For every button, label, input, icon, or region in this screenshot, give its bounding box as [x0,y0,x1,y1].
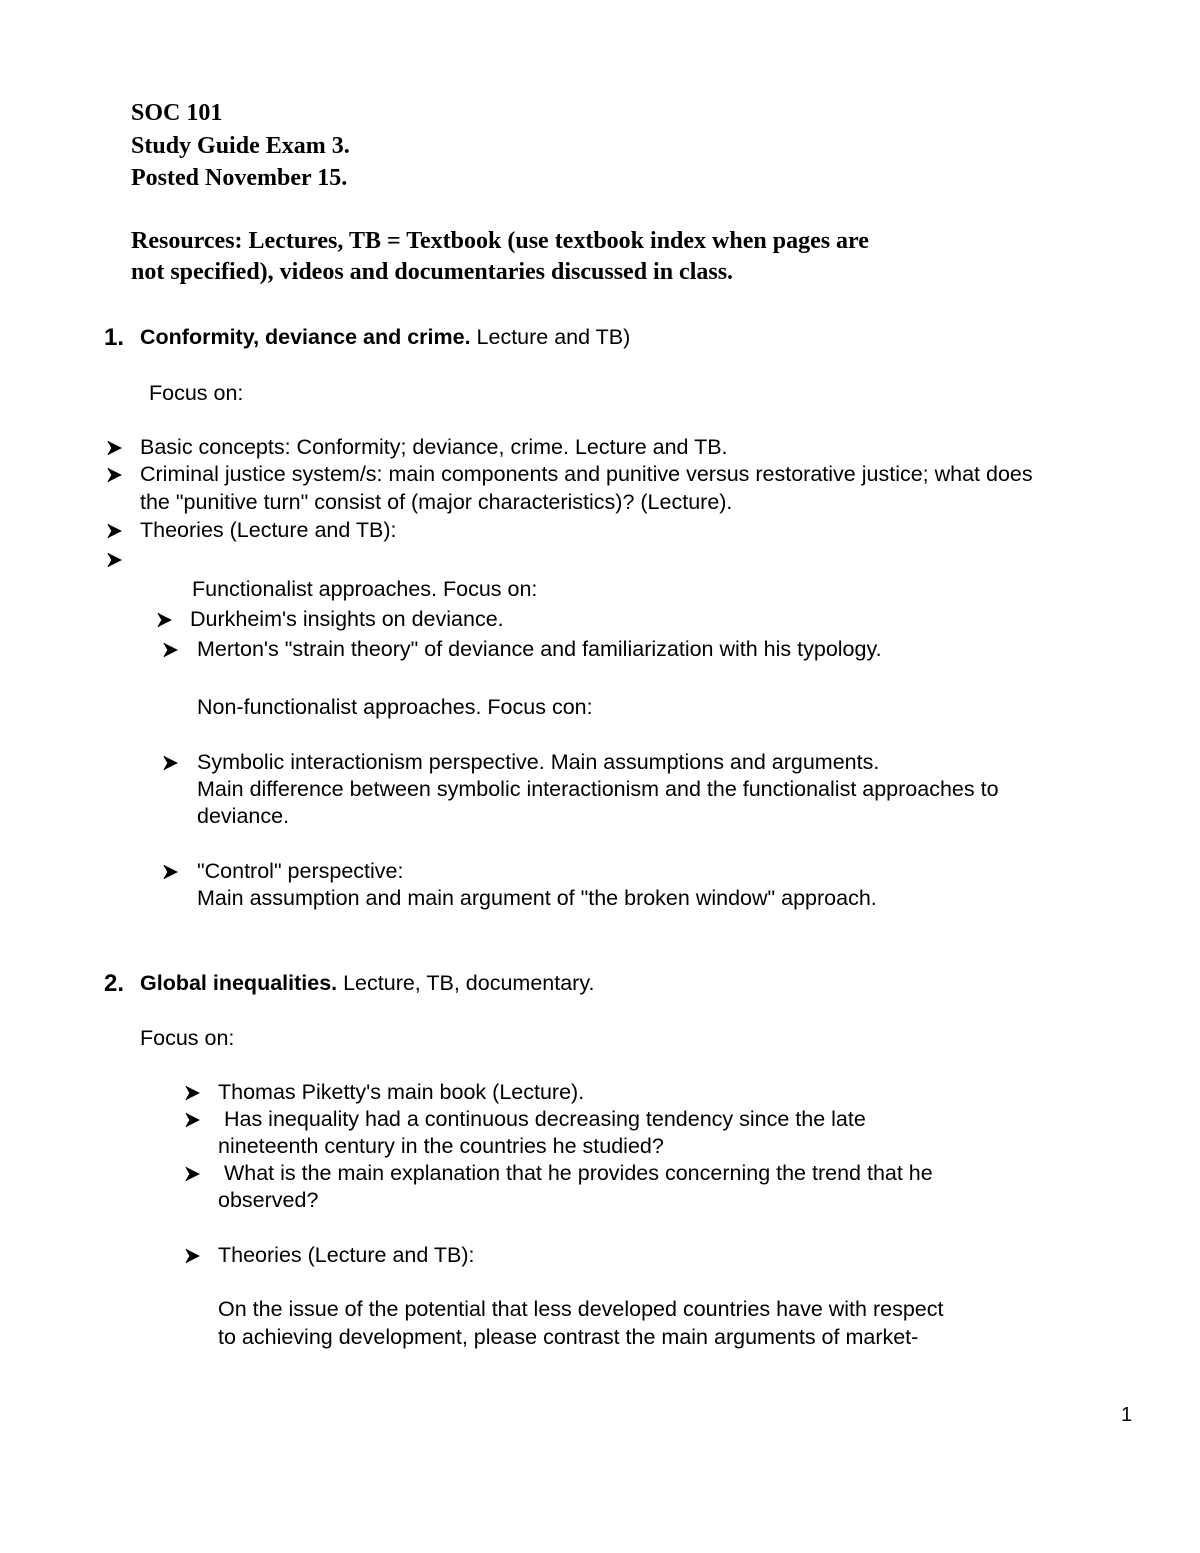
bullet-control-line-2: Main assumption and main argument of "the broken window" approach. [197,886,877,910]
bullet-durkheim: Durkheim's insights on deviance. [190,607,504,631]
bullet-theories-2: Theories (Lecture and TB): [218,1243,475,1267]
arrowhead-bullet-icon [163,755,179,771]
page-number: 1 [1121,1404,1133,1426]
bullet-criminal-justice-line-2: the "punitive turn" consist of (major characteristics)? (Lecture). [140,490,733,514]
section-1-heading-bold: Conformity, deviance and crime. [140,325,471,349]
bullet-piketty-book: Thomas Piketty's main book (Lecture). [218,1080,585,1104]
development-paragraph-line-1: On the issue of the potential that less developed countries have with respect [218,1297,944,1321]
posted-date: Posted November 15. [131,165,348,191]
functionalist-heading: Functionalist approaches. Focus on: [192,577,538,601]
document-title: Study Guide Exam 3. [131,133,350,159]
section-2-heading-rest: Lecture, TB, documentary. [337,971,595,995]
bullet-basic-concepts: Basic concepts: Conformity; deviance, crime. Lecture and TB. [140,435,728,459]
bullet-inequality-line-2: nineteenth century in the countries he studied? [218,1134,664,1158]
arrowhead-bullet-icon [107,552,123,568]
bullet-criminal-justice-line-1: Criminal justice system/s: main components and punitive versus restorative justice; what does [140,462,1033,486]
section-2-number: 2. [104,970,125,997]
section-1-heading [140,324,630,351]
bullet-explanation-line-2: observed? [218,1188,319,1212]
section-1-focus-label: Focus on: [149,381,244,405]
bullet-symbolic-line-3: deviance. [197,804,290,828]
arrowhead-bullet-icon [185,1166,201,1182]
arrowhead-bullet-icon [185,1248,201,1264]
bullet-inequality-line-1: Has inequality had a continuous decreasing tendency since the late [218,1107,866,1131]
resources-line-2: not specified), videos and documentaries discussed in class. [131,259,734,285]
bullet-theories: Theories (Lecture and TB): [140,518,397,542]
section-2-heading [140,970,594,997]
arrowhead-bullet-icon [107,440,123,456]
development-paragraph-line-2: to achieving development, please contrast the main arguments of market- [218,1325,919,1349]
arrowhead-bullet-icon [163,642,179,658]
nonfunctionalist-heading: Non-functionalist approaches. Focus con: [197,695,593,719]
section-2-focus-label: Focus on: [140,1026,235,1050]
arrowhead-bullet-icon [157,612,173,628]
section-1-heading-rest: Lecture and TB) [470,325,631,349]
bullet-explanation-line-1: What is the main explanation that he provides concerning the trend that he [218,1161,933,1185]
section-2-heading-bold: Global inequalities. [140,971,338,995]
bullet-symbolic-line-1: Symbolic interactionism perspective. Main assumptions and arguments. [197,750,880,774]
bullet-merton: Merton's "strain theory" of deviance and familiarization with his typology. [197,637,882,661]
section-1-number: 1. [104,324,125,351]
arrowhead-bullet-icon [185,1112,201,1128]
course-code: SOC 101 [131,100,223,126]
arrowhead-bullet-icon [185,1085,201,1101]
bullet-control-line-1: "Control" perspective: [197,859,404,883]
resources-line-1: Resources: Lectures, TB = Textbook (use textbook index when pages are [131,228,869,254]
arrowhead-bullet-icon [107,467,123,483]
arrowhead-bullet-icon [163,864,179,880]
bullet-symbolic-line-2: Main difference between symbolic interactionism and the functionalist approaches to [197,777,999,801]
arrowhead-bullet-icon [107,523,123,539]
